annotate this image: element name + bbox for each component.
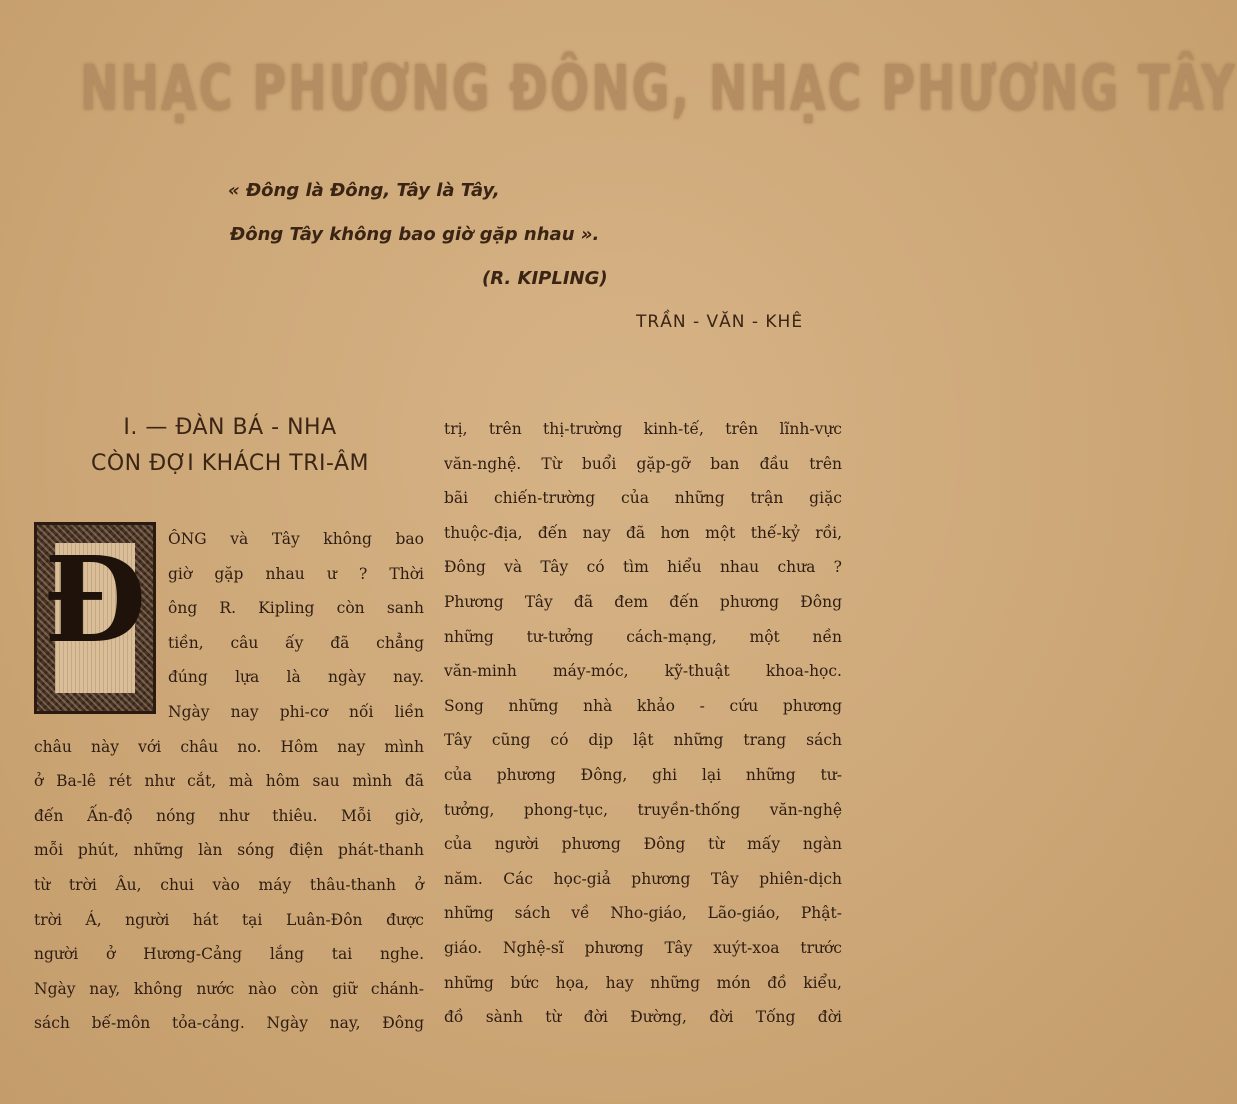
text-line: đồ sành từ đời Đường, đời Tống đời xyxy=(444,1008,842,1027)
right-column xyxy=(444,412,842,1035)
text-line: tưởng, phong-tục, truyền-thống văn-nghệ xyxy=(444,800,842,819)
text-line: Tây cũng có dịp lật những trang sách xyxy=(444,731,842,750)
text-line: người ở Hương-Cảng lắng tai nghe. xyxy=(34,945,424,964)
text-line: sách bế-môn tỏa-cảng. Ngày nay, Đông xyxy=(34,1014,424,1033)
text-line: đúng lựa là ngày nay. xyxy=(168,668,424,687)
text-line: giáo. Nghệ-sĩ phương Tây xuýt-xoa trước xyxy=(444,938,842,957)
text-line: ông R. Kipling còn sanh xyxy=(168,599,424,618)
epigraph-attribution: (R. KIPLING) xyxy=(482,268,608,289)
text-line: Đông và Tây có tìm hiểu nhau chưa ? xyxy=(444,558,842,577)
text-line: những sách về Nho-giáo, Lão-giáo, Phật- xyxy=(444,904,842,923)
section-heading-line: I. — ĐÀN BÁ - NHA xyxy=(123,415,337,440)
left-column xyxy=(34,522,424,1041)
text-line: ÔNG và Tây không bao xyxy=(168,530,424,548)
text-line: từ trời Âu, chui vào máy thâu-thanh ở xyxy=(34,875,424,894)
text-line: Song những nhà khảo - cứu phương xyxy=(444,696,842,715)
text-line: những tư-tưởng cách-mạng, một nền xyxy=(444,627,842,646)
text-line: Ngày nay, không nước nào còn giữ chánh- xyxy=(34,979,424,998)
text-line: giờ gặp nhau ư ? Thời xyxy=(168,564,424,583)
text-line: những bức họa, hay những món đồ kiểu, xyxy=(444,973,842,992)
text-line: ở Ba-lê rét như cắt, mà hôm sau mình đã xyxy=(34,772,424,791)
author-byline: TRẦN - VĂN - KHÊ xyxy=(636,312,804,332)
text-line: trời Á, người hát tại Luân-Đôn được xyxy=(34,910,424,929)
text-line: văn-minh máy-móc, kỹ-thuật khoa-học. xyxy=(444,662,842,681)
page-title: NHẠC PHƯƠNG ĐÔNG, NHẠC PHƯƠNG TÂY xyxy=(80,51,1237,125)
text-line: trị, trên thị-trường kinh-tế, trên lĩnh-vực xyxy=(444,420,842,438)
text-line: văn-nghệ. Từ buổi gặp-gỡ ban đầu trên xyxy=(444,454,842,473)
text-line: Phương Tây đã đem đến phương Đông xyxy=(444,592,842,611)
section-heading xyxy=(40,410,420,482)
text-line: của phương Đông, ghi lại những tư- xyxy=(444,765,842,784)
text-line: mỗi phút, những làn sóng điện phát-thanh xyxy=(34,841,424,860)
text-line: năm. Các học-giả phương Tây phiên-dịch xyxy=(444,869,842,888)
text-line: tiền, câu ấy đã chẳng xyxy=(168,633,424,652)
text-line: châu này với châu no. Hôm nay mình xyxy=(34,737,424,756)
section-heading-line: CÒN ĐỢI KHÁCH TRI-ÂM xyxy=(91,451,369,476)
epigraph-line: « Đông là Đông, Tây là Tây, xyxy=(228,180,500,201)
epigraph-line: Đông Tây không bao giờ gặp nhau ». xyxy=(230,224,600,245)
text-line: đến Ấn-độ nóng như thiêu. Mỗi giờ, xyxy=(34,806,424,825)
text-line: Ngày nay phi-cơ nối liền xyxy=(168,702,424,721)
drop-cap-letter: Đ xyxy=(43,530,147,669)
text-line: của người phương Đông từ mấy ngàn xyxy=(444,835,842,854)
text-line: thuộc-địa, đến nay đã hơn một thế-kỷ rồi, xyxy=(444,523,842,542)
text-line: bãi chiến-trường của những trận giặc xyxy=(444,489,842,508)
